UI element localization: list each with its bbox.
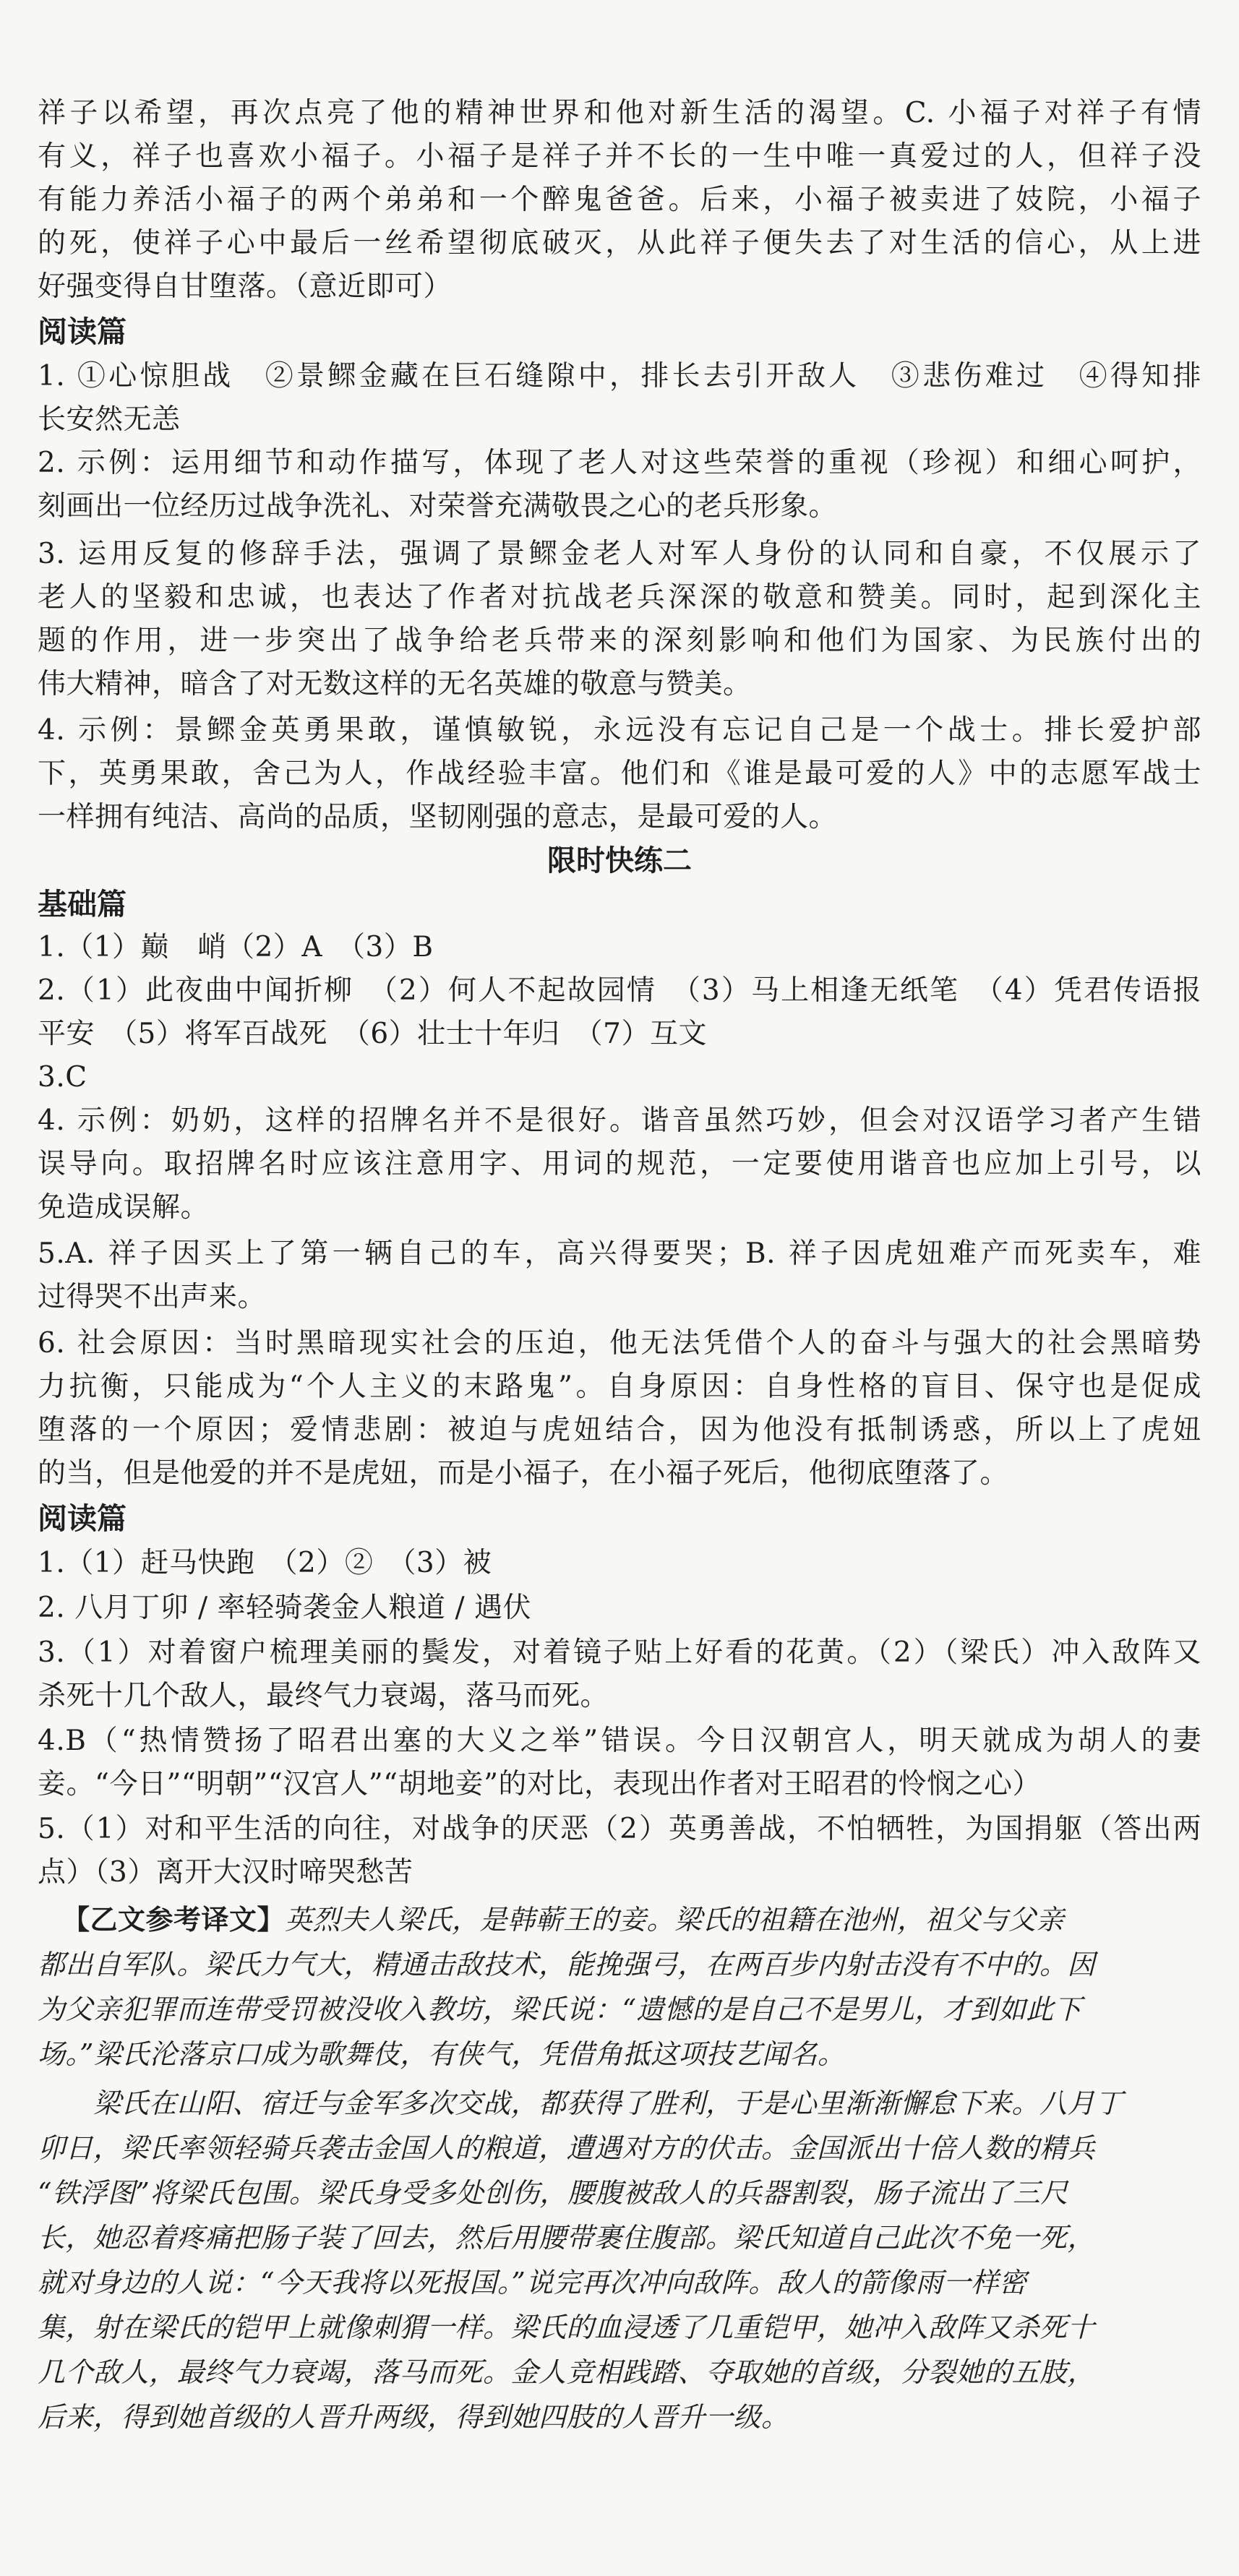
translation-label: 【乙文参考译文】 <box>62 1904 286 1936</box>
translation-line: 为父亲犯罪而连带受罚被没收入教坊，梁氏说：“遗憾的是自己不是男儿，才到如此下 <box>38 1993 1082 2025</box>
text-line: 2. 八月丁卯 / 率轻骑袭金人粮道 / 遇伏 <box>38 1592 531 1624</box>
text-line: 6. 社会原因：当时黑暗现实社会的压迫，他无法凭借个人的奋斗与强大的社会黑暗势 <box>38 1327 1201 1360</box>
translation-line: 集，射在梁氏的铠甲上就像刺猬一样。梁氏的血浸透了几重铠甲，她冲入敌阵又杀死十 <box>38 2311 1096 2343</box>
text-line: 点）（3）离开大汉时啼哭愁苦 <box>38 1856 413 1889</box>
text-line: 的当，但是他爱的并不是虎妞，而是小福子，在小福子死后，他彻底堕落了。 <box>38 1457 1009 1490</box>
text-line: 下，英勇果敢，舍己为人，作战经验丰富。他们和《谁是最可爱的人》中的志愿军战士 <box>38 757 1201 790</box>
text-line: 一样拥有纯洁、高尚的品质，坚韧刚强的意志，是最可爱的人。 <box>38 801 838 833</box>
section-heading-reading: 阅读篇 <box>38 1501 127 1536</box>
translation-line: 就对身边的人说：“今天我将以死报国。”说完再次冲向敌阵。敌人的箭像雨一样密 <box>38 2267 1027 2298</box>
text-line: 平安 （5）将军百战死 （6）壮士十年归 （7）互文 <box>38 1018 707 1050</box>
translation-line: 几个敌人，最终气力衰竭，落马而死。金人竞相践踏、夺取她的首级，分裂她的五肢， <box>38 2356 1096 2388</box>
translation-line: 卯日，梁氏率领轻骑兵袭击金国人的粮道，遭遇对方的伏击。金国派出十倍人数的精兵 <box>38 2132 1096 2164</box>
text-line: 2. 示例：运用细节和动作描写，体现了老人对这些荣誉的重视（珍视）和细心呵护， <box>38 447 1201 479</box>
section-heading-basic: 基础篇 <box>38 887 127 922</box>
text-line: 杀死十几个敌人，最终气力衰竭，落马而死。 <box>38 1680 609 1712</box>
text-line: 老人的坚毅和忠诚，也表达了作者对抗战老兵深深的敬意和赞美。同时，起到深化主 <box>38 581 1201 614</box>
text-line: 1.（1）巅 峭（2）A （3）B <box>38 931 434 963</box>
text-line: 祥子以希望，再次点亮了他的精神世界和他对新生活的渴望。C. 小福子对祥子有情 <box>38 97 1201 129</box>
text-line: 3. 运用反复的修辞手法，强调了景鳏金老人对军人身份的认同和自豪，不仅展示了 <box>38 538 1201 570</box>
text-line: 好强变得自甘堕落。（意近即可） <box>38 270 453 303</box>
text-line: 1. ①心惊胆战 ②景鳏金藏在巨石缝隙中，排长去引开敌人 ③悲伤难过 ④得知排 <box>38 360 1201 392</box>
text-line: 4. 示例：奶奶，这样的招牌名并不是很好。谐音虽然巧妙，但会对汉语学习者产生错 <box>38 1104 1201 1137</box>
text-line: 3.C <box>38 1061 87 1094</box>
text-line: 妾。“今日”“明朝”“汉宫人”“胡地妾”的对比，表现出作者对王昭君的怜悯之心） <box>38 1768 1042 1800</box>
text-line: 力抗衡，只能成为“个人主义的末路鬼”。自身原因：自身性格的盲目、保守也是促成 <box>38 1370 1201 1403</box>
text-line: 免造成误解。 <box>38 1191 210 1224</box>
text-line: 长安然无恙 <box>38 403 181 436</box>
practice-title: 限时快练二 <box>547 844 692 877</box>
text-line: 误导向。取招牌名时应该注意用字、用词的规范，一定要使用谐音也应加上引号，以 <box>38 1148 1201 1180</box>
translation-line: 场。”梁氏沦落京口成为歌舞伎，有侠气，凭借角抵这项技艺闻名。 <box>38 2038 846 2070</box>
text-line: 4. 示例：景鳏金英勇果敢，谨慎敏锐，永远没有忘记自己是一个战士。排长爱护部 <box>38 714 1201 747</box>
text-line: 题的作用，进一步突出了战争给老兵带来的深刻影响和他们为国家、为民族付出的 <box>38 624 1201 657</box>
translation-text: 英烈夫人梁氏，是韩蕲王的妾。梁氏的祖籍在池州，祖父与父亲 <box>285 1904 1065 1936</box>
translation-line-first <box>62 1898 1201 1941</box>
text-line: 过得哭不出声来。 <box>38 1281 267 1313</box>
text-line: 3.（1）对着窗户梳理美丽的鬓发，对着镜子贴上好看的花黄。（2）（梁氏）冲入敌阵又 <box>38 1636 1201 1669</box>
text-line: 1.（1）赶马快跑 （2）② （3）被 <box>38 1547 492 1579</box>
text-line: 伟大精神，暗含了对无数这样的无名英雄的敬意与赞美。 <box>38 668 752 700</box>
text-line: 有义，祥子也喜欢小福子。小福子是祥子并不长的一生中唯一真爱过的人，但祥子没 <box>38 140 1201 173</box>
text-line: 5.A. 祥子因买上了第一辆自己的车，高兴得要哭；B. 祥子因虎妞难产而死卖车，难 <box>38 1237 1201 1270</box>
translation-line: 长，她忍着疼痛把肠子装了回去，然后用腰带裹住腹部。梁氏知道自己此次不免一死， <box>38 2222 1096 2254</box>
translation-line: 都出自军队。梁氏力气大，精通击敌技术，能挽强弓，在两百步内射击没有不中的。因 <box>38 1949 1096 1980</box>
translation-line: 后来，得到她首级的人晋升两级，得到她四肢的人晋升一级。 <box>38 2401 789 2433</box>
translation-line: “铁浮图”将梁氏包围。梁氏身受多处创伤，腰腹被敌人的兵器割裂，肠子流出了三尺 <box>38 2177 1068 2209</box>
text-line: 堕落的一个原因；爱情悲剧：被迫与虎妞结合，因为他没有抵制诱惑，所以上了虎妞 <box>38 1414 1201 1446</box>
section-heading-reading: 阅读篇 <box>38 314 127 349</box>
text-line: 的死，使祥子心中最后一丝希望彻底破灭，从此祥子便失去了对生活的信心，从上进 <box>38 227 1201 259</box>
text-line: 有能力养活小福子的两个弟弟和一个醉鬼爸爸。后来，小福子被卖进了妓院，小福子 <box>38 184 1201 216</box>
text-line: 5.（1）对和平生活的向往，对战争的厌恶（2）英勇善战，不怕牺牲，为国捐躯（答出两 <box>38 1813 1201 1845</box>
translation-line: 梁氏在山阳、宿迁与金军多次交战，都获得了胜利，于是心里渐渐懈怠下来。八月丁 <box>38 2087 1123 2119</box>
text-line: 2.（1）此夜曲中闻折柳 （2）何人不起故园情 （3）马上相逢无纸笔 （4）凭君传语报 <box>38 974 1201 1007</box>
text-line: 刻画出一位经历过战争洗礼、对荣誉充满敬畏之心的老兵形象。 <box>38 490 838 523</box>
text-line: 4.B（“热情赞扬了昭君出塞的大义之举”错误。今日汉朝宫人，明天就成为胡人的妻 <box>38 1725 1201 1757</box>
